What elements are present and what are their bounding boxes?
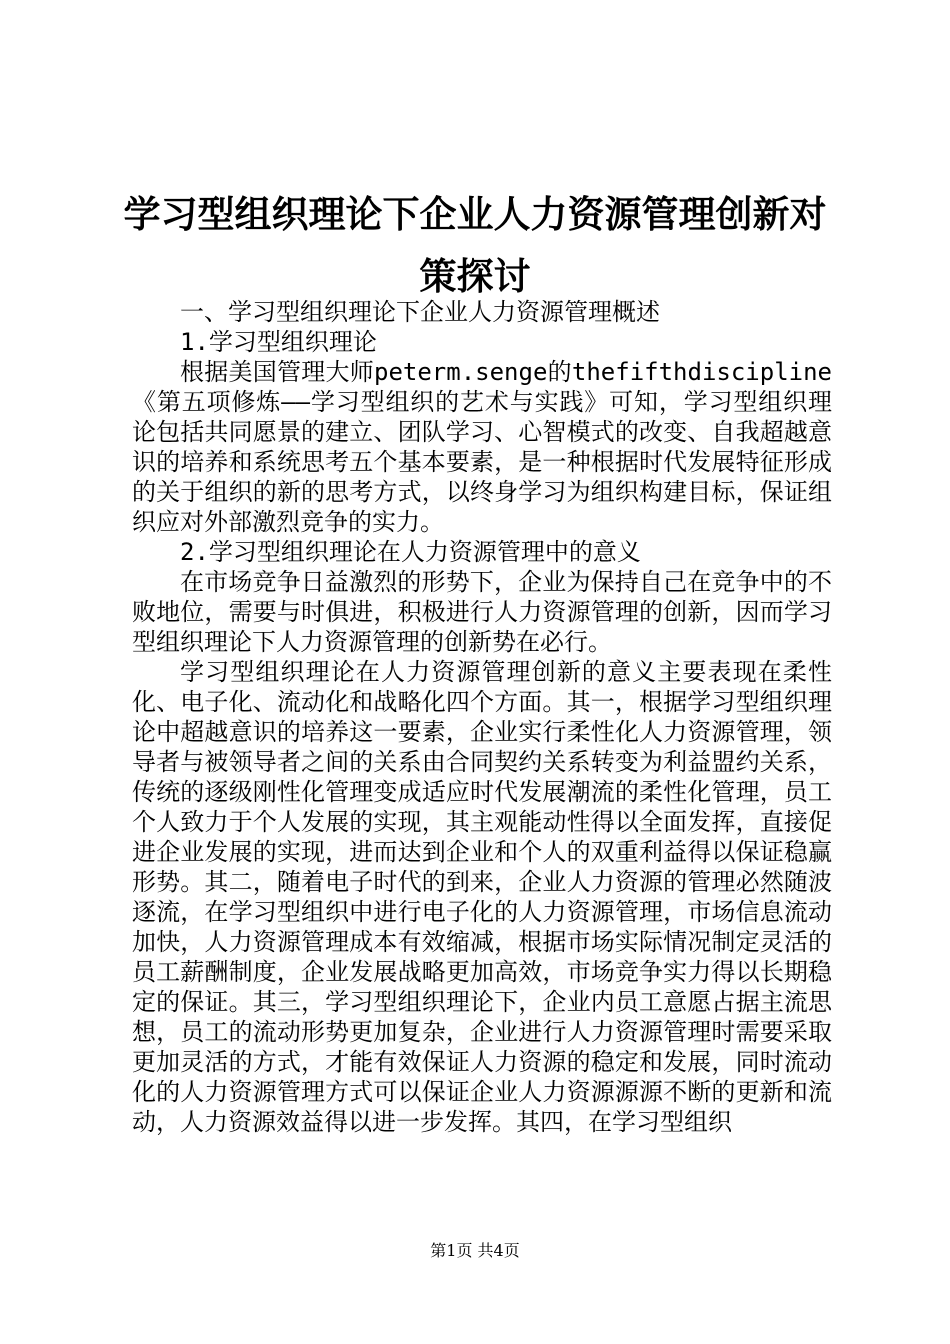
body-paragraph: 在市场竞争日益激烈的形势下，企业为保持自己在竞争中的不败地位，需要与时俱进，积极进行人力资源管理的创新，因而学习型组织理论下人力资源管理的创新势在必行。 [132, 568, 832, 656]
document-body [132, 297, 832, 1137]
document-title: 学习型组织理论下企业人力资源管理创新对策探讨 [123, 192, 827, 298]
body-paragraph: 学习型组织理论在人力资源管理创新的意义主要表现在柔性化、电子化、流动化和战略化四个方面。其一，根据学习型组织理论中超越意识的培养这一要素，企业实行柔性化人力资源管理，领导者与被领导者之间的关系由合同契约关系转变为利益盟约关系，传统的逐级刚性化管理变成适应时代发展潮流的柔性化管理，员工个人致力于个人发展的实现，其主观能动性得以全面发挥，直接促进企业发展的实现，进而达到企业和个人的双重利益得以保证稳赢形势。其二，随着电子时代的到来，企业人力资源的管理必然随波逐流，在学习型组织中进行电子化的人力资源管理，市场信息流动加快，人力资源管理成本有效缩减，根据市场实际情况制定灵活的员工薪酬制度，企业发展战略更加高效，市场竞争实力得以长期稳定的保证。其三，学习型组织理论下，企业内员工意愿占据主流思想，员工的流动形势更加复杂，企业进行人力资源管理时需要采取更加灵活的方式，才能有效保证人力资源的稳定和发展，同时流动化的人力资源管理方式可以保证企业人力资源源源不断的更新和流动，人力资源效益得以进一步发挥。其四，在学习型组织 [132, 658, 832, 1136]
section-heading: 一、学习型组织理论下企业人力资源管理概述 [180, 298, 660, 326]
page-footer: 第1页 共4页 [430, 1241, 520, 1260]
subsection-heading: 2.学习型组织理论在人力资源管理中的意义 [180, 538, 641, 566]
body-paragraph: 根据美国管理大师peterm.senge的thefifthdiscipline《第五项修炼——学习型组织的艺术与实践》可知，学习型组织理论包括共同愿景的建立、团队学习、心智模式的改变、自我超越意识的培养和系统思考五个基本要素，是一种根据时代发展特征形成的关于组织的新的思考方式，以终身学习为组织构建目标，保证组织应对外部激烈竞争的实力。 [132, 358, 832, 536]
subsection-heading: 1.学习型组织理论 [180, 328, 377, 356]
